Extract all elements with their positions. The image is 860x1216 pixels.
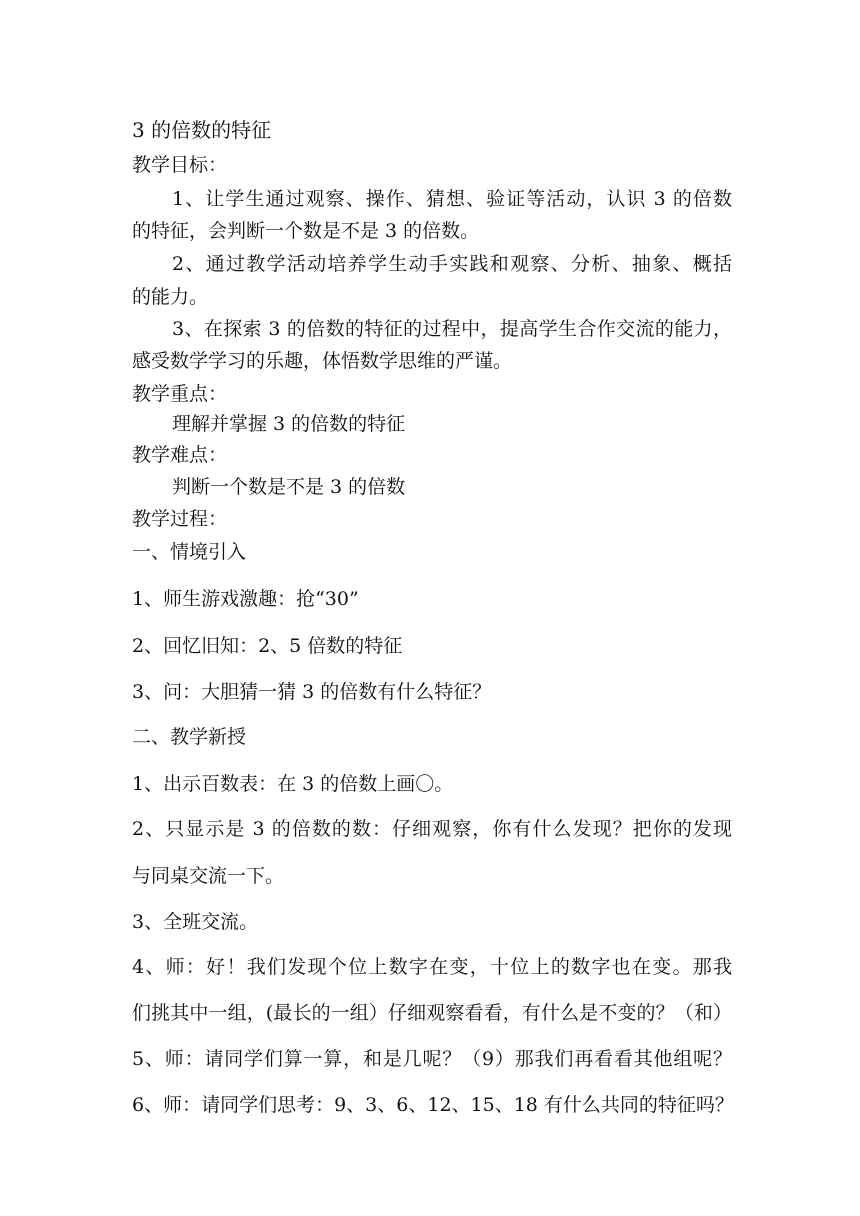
- objective-3-line-2: 感受数学学习的乐趣，体悟数学思维的严谨。: [132, 350, 513, 372]
- section-2-item-6: 6、师：请同学们思考：9、3、6、12、15、18 有什么共同的特征吗？: [132, 1094, 734, 1116]
- section-2-item-3: 3、全班交流。: [132, 911, 259, 933]
- key-point-heading: 教学重点：: [132, 383, 228, 405]
- objective-1-line-1: 1、让学生通过观察、操作、猜想、验证等活动，认识 3 的倍数: [172, 188, 732, 210]
- key-point-text: 理解并掌握 3 的倍数的特征: [172, 413, 406, 435]
- objective-3-line-1: 3、在探索 3 的倍数的特征的过程中，提高学生合作交流的能力，: [172, 318, 732, 340]
- section-1-item: 2、回忆旧知：2、5 倍数的特征: [132, 635, 403, 657]
- section-1-item: 3、问：大胆猜一猜 3 的倍数有什么特征？: [132, 681, 492, 703]
- objective-1-line-2: 的特征，会判断一个数是不是 3 的倍数。: [132, 220, 480, 242]
- section-2-item-2-line-2: 与同桌交流一下。: [132, 865, 285, 887]
- section-2-item-5: 5、师：请同学们算一算，和是几呢？（9）那我们再看看其他组呢？: [132, 1048, 732, 1070]
- section-1-heading: 一、情境引入: [132, 541, 247, 563]
- difficulty-heading: 教学难点：: [132, 444, 228, 466]
- section-1-item: 1、师生游戏激趣：抢“30”: [132, 588, 359, 610]
- section-2-item-1: 1、出示百数表：在 3 的倍数上画〇。: [132, 773, 454, 795]
- section-2-item-2-line-1: 2、只显示是 3 的倍数的数：仔细观察，你有什么发现？把你的发现: [132, 818, 732, 840]
- difficulty-text: 判断一个数是不是 3 的倍数: [172, 476, 406, 498]
- objectives-heading: 教学目标：: [132, 154, 228, 176]
- section-2-item-4-line-1: 4、师：好！我们发现个位上数字在变，十位上的数字也在变。那我: [132, 956, 732, 978]
- process-heading: 教学过程：: [132, 508, 228, 530]
- section-2-item-4-line-2: 们挑其中一组，(最长的一组）仔细观察看看，有什么是不变的？（和）: [132, 1002, 732, 1024]
- section-2-heading: 二、教学新授: [132, 726, 247, 748]
- objective-2-line-1: 2、通过教学活动培养学生动手实践和观察、分析、抽象、概括: [172, 253, 732, 275]
- objective-2-line-2: 的能力。: [132, 286, 209, 308]
- document-title: 3 的倍数的特征: [132, 118, 272, 142]
